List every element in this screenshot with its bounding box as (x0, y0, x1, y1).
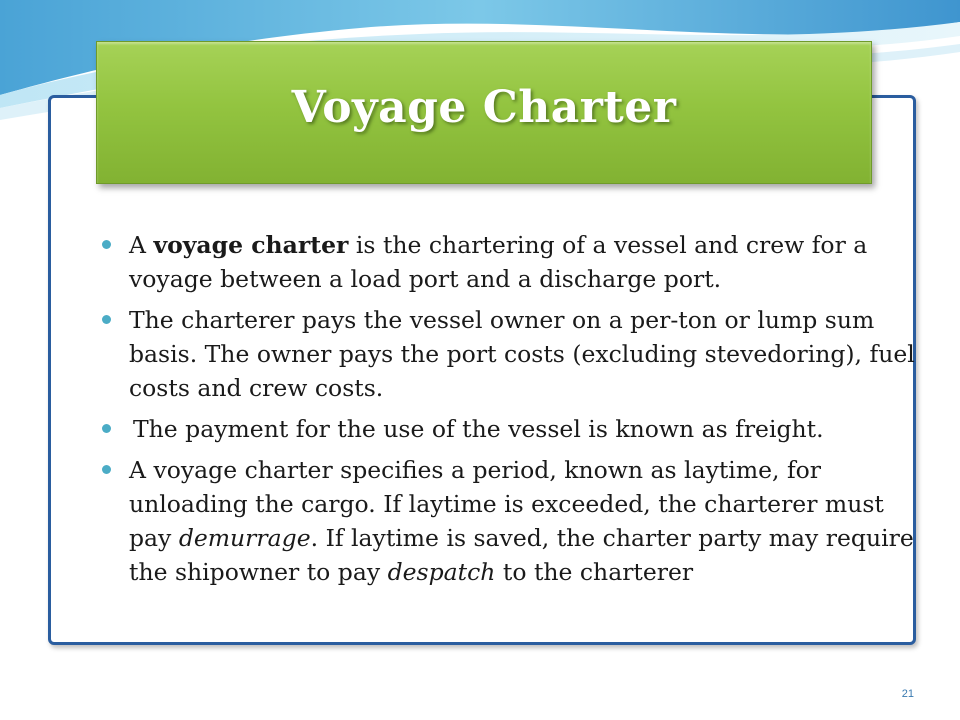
bullet-1-pre: A (129, 231, 154, 259)
bullet-4-term-demurrage: demurrage (178, 524, 311, 552)
page-number: 21 (901, 688, 914, 700)
bullet-3-text: The payment for the use of the vessel is known as freight. (133, 415, 824, 443)
bullet-1-bold-term: voyage charter (153, 231, 349, 259)
bullet-item-1 (100, 228, 922, 296)
bullet-4-part-a: A voyage charter specifies a period, known as laytime, for unloading the cargo. If laytime is exceeded, the charterer must pay (129, 456, 884, 552)
bullet-item-3 (100, 412, 922, 446)
bullet-dot-icon (102, 315, 111, 324)
bullet-1-post: is the chartering of a vessel and crew for a voyage between a load port and a discharge port. (129, 231, 868, 293)
bullet-4-part-c: to the charterer (495, 558, 694, 586)
bullet-list (100, 228, 922, 596)
bullet-4-part-b: . If laytime is saved, the charter party may require the shipowner to pay (129, 524, 914, 586)
bullet-item-4 (100, 453, 922, 589)
bullet-dot-icon (102, 424, 111, 433)
slide-title: Voyage Charter (291, 82, 677, 133)
bullet-2-text: The charterer pays the vessel owner on a per-ton or lump sum basis. The owner pays the port costs (excluding stevedoring), fuel costs and crew costs. (129, 306, 915, 402)
title-banner (96, 41, 872, 184)
bullet-item-2 (100, 303, 922, 405)
bullet-dot-icon (102, 465, 111, 474)
bullet-dot-icon (102, 240, 111, 249)
bullet-4-term-despatch: despatch (387, 558, 496, 586)
